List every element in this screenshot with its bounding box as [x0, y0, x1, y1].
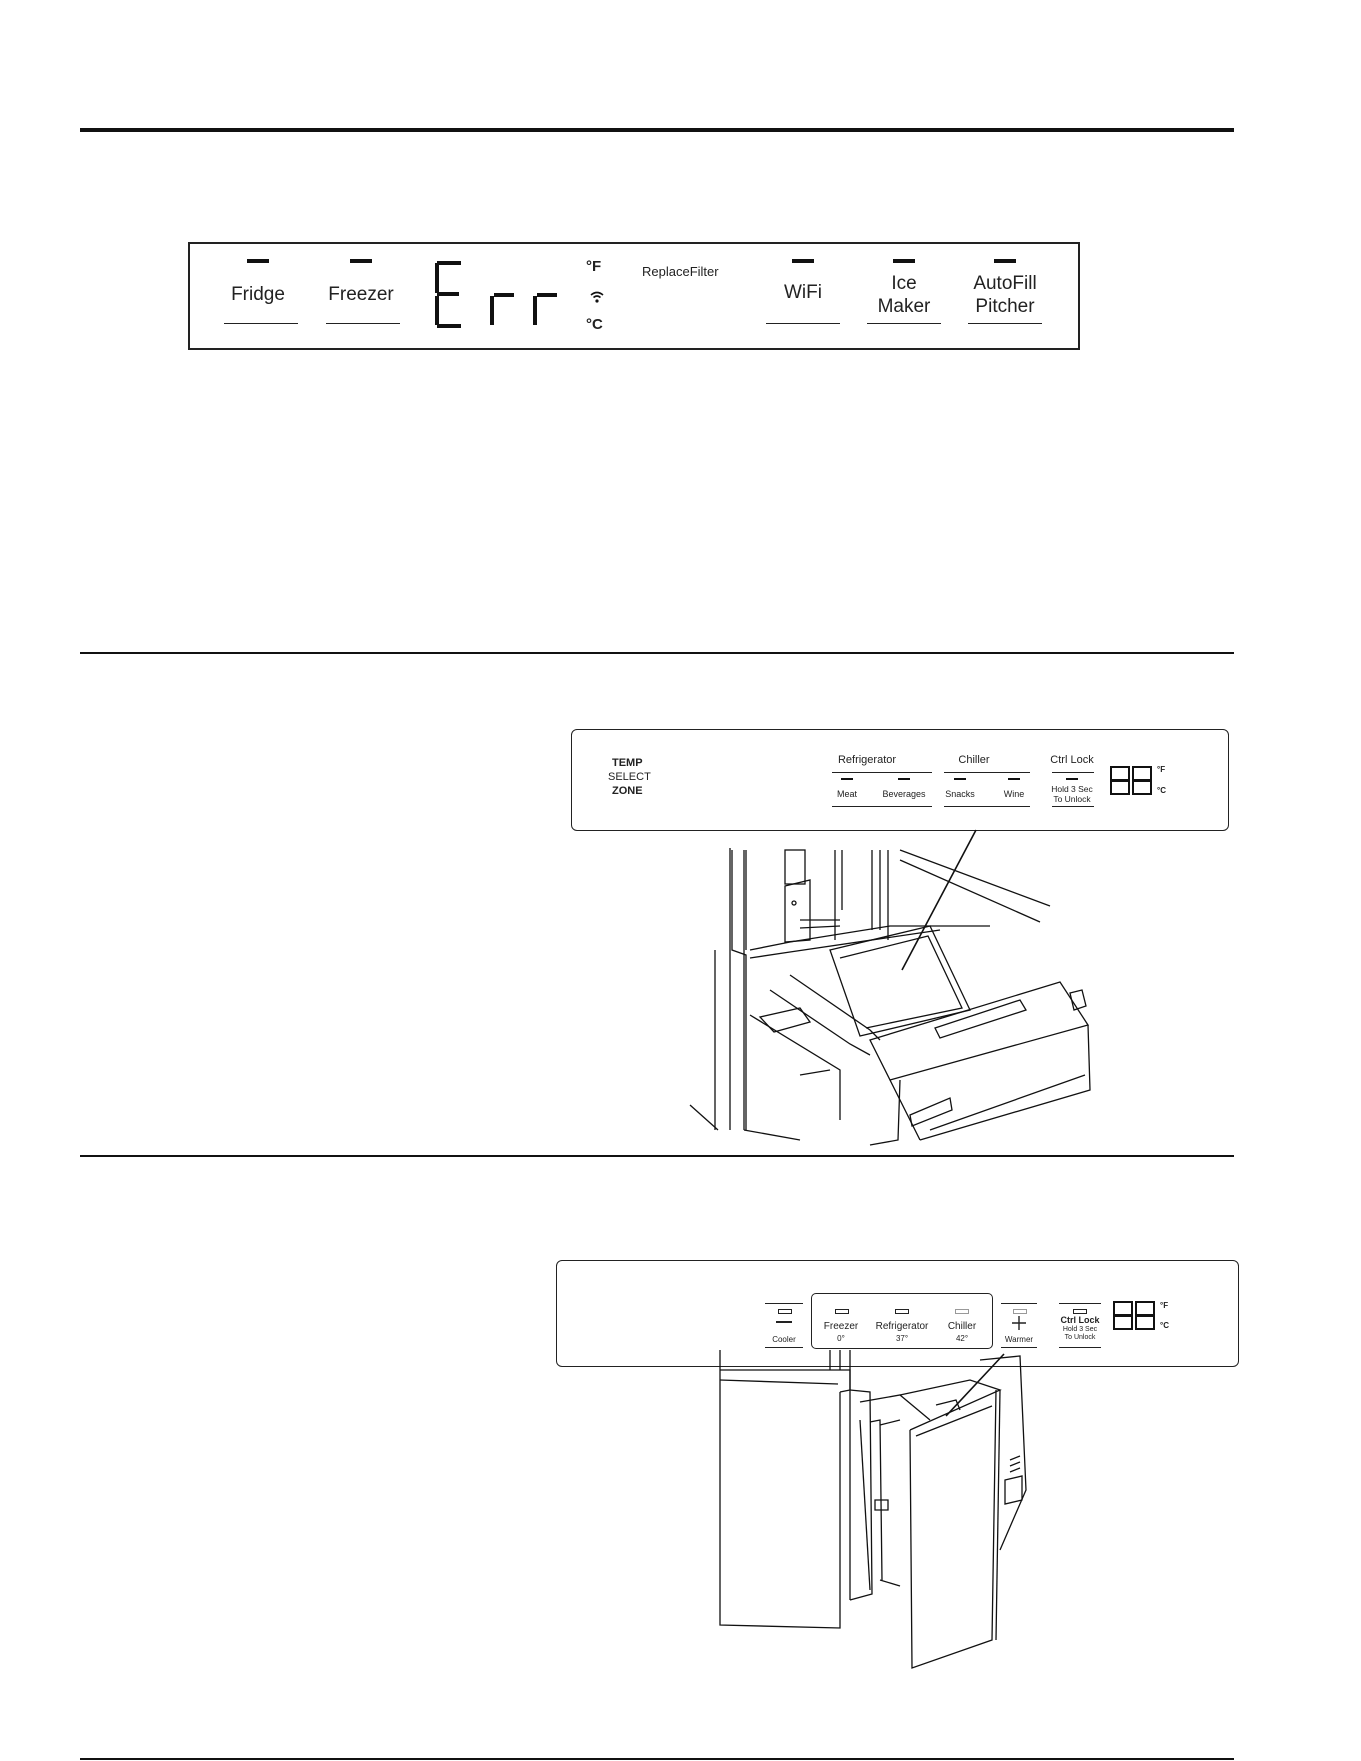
temp-label: TEMP	[612, 757, 643, 769]
autofill-pitcher-button[interactable]: AutoFill Pitcher	[973, 273, 1037, 317]
beverages-button[interactable]: Beverages	[882, 789, 926, 799]
plus-icon	[1011, 1315, 1027, 1331]
ctrl-lock-button[interactable]: Ctrl Lock	[1060, 1315, 1100, 1325]
drawer-refrigerator-illustration	[690, 830, 1110, 1140]
ctrl-lock-underline	[1052, 806, 1094, 807]
fridge-button[interactable]: Fridge	[231, 284, 285, 305]
ctrl-lock-button[interactable]: Hold 3 Sec To Unlock	[1051, 784, 1093, 804]
warmer-top-line	[1001, 1303, 1037, 1304]
snacks-indicator	[954, 778, 966, 780]
fridge-indicator	[247, 259, 269, 263]
freezer-indicator	[350, 259, 372, 263]
chiller-group-line	[944, 772, 1030, 773]
chiller-group-label: Chiller	[958, 754, 990, 766]
ice-maker-indicator	[893, 259, 915, 263]
snacks-button[interactable]: Snacks	[945, 789, 975, 799]
ctrl-lock-indicator	[1066, 778, 1078, 780]
refrigerator-mode-button[interactable]: Refrigerator	[875, 1321, 929, 1332]
meat-indicator	[841, 778, 853, 780]
warmer-underline	[1001, 1347, 1037, 1348]
wifi-button[interactable]: WiFi	[784, 282, 822, 303]
fahrenheit-unit: °F	[1157, 765, 1166, 774]
freezer-mode-button[interactable]: Freezer	[823, 1321, 859, 1332]
chiller-mode-button[interactable]: Chiller	[947, 1321, 977, 1332]
freezer-button[interactable]: Freezer	[328, 284, 394, 305]
minus-icon	[776, 1321, 792, 1323]
freezer-mode-temp: 0°	[837, 1334, 845, 1343]
ctrl-lock-hint: Hold 3 Sec To Unlock	[1062, 1326, 1098, 1341]
celsius-unit: °C	[1160, 1321, 1169, 1330]
callout-line	[902, 830, 976, 970]
refrigerator-group-label: Refrigerator	[837, 754, 897, 766]
section-rule-top	[80, 128, 1234, 132]
ctrl-lock-label: Ctrl Lock	[1050, 754, 1094, 766]
temperature-display	[1113, 1301, 1153, 1331]
zone-label: ZONE	[612, 785, 643, 797]
convertible-drawer-illustration	[700, 1350, 1040, 1685]
ctrl-lock-top-line	[1059, 1303, 1101, 1304]
freezer-underline	[326, 323, 400, 324]
celsius-unit: °C	[586, 316, 603, 333]
ctrl-lock-indicator	[1073, 1309, 1087, 1314]
warmer-indicator	[1013, 1309, 1027, 1314]
select-zone-button[interactable]: SELECT	[608, 771, 651, 783]
temperature-display	[1110, 766, 1150, 796]
chiller-mode-temp: 42°	[955, 1334, 969, 1343]
control-panel-main	[188, 242, 1080, 350]
cooler-indicator	[778, 1309, 792, 1314]
autofill-pitcher-indicator	[994, 259, 1016, 263]
celsius-unit: °C	[1157, 786, 1166, 795]
refrigerator-mode-indicator	[895, 1309, 909, 1314]
wifi-underline	[766, 323, 840, 324]
ctrl-lock-underline	[1059, 1347, 1101, 1348]
wine-button[interactable]: Wine	[1003, 789, 1025, 799]
refrigerator-mode-temp: 37°	[895, 1334, 909, 1343]
chiller-mode-indicator	[955, 1309, 969, 1314]
refrigerator-underline	[832, 806, 932, 807]
refrigerator-group-line	[832, 772, 932, 773]
wifi-indicator	[792, 259, 814, 263]
ice-maker-button[interactable]: Ice Maker	[877, 273, 931, 317]
cooler-button[interactable]: Cooler	[772, 1335, 796, 1344]
meat-button[interactable]: Meat	[836, 789, 857, 799]
beverages-indicator	[898, 778, 910, 780]
wine-indicator	[1008, 778, 1020, 780]
section-rule-bottom	[80, 1758, 1234, 1760]
fridge-underline	[224, 323, 298, 324]
section-rule-lower	[80, 1155, 1234, 1157]
freezer-mode-indicator	[835, 1309, 849, 1314]
wifi-icon	[589, 290, 605, 304]
chiller-underline	[944, 806, 1030, 807]
warmer-button[interactable]: Warmer	[1004, 1335, 1034, 1344]
ctrl-lock-line	[1052, 772, 1094, 773]
fahrenheit-unit: °F	[586, 258, 602, 275]
control-panel-drawer	[571, 729, 1229, 831]
cooler-top-line	[765, 1303, 803, 1304]
section-rule-middle	[80, 652, 1234, 654]
cooler-underline	[765, 1347, 803, 1348]
replace-filter-indicator: ReplaceFilter	[642, 264, 719, 279]
fahrenheit-unit: °F	[1160, 1301, 1169, 1310]
ice-maker-underline	[867, 323, 941, 324]
autofill-pitcher-underline	[968, 323, 1042, 324]
